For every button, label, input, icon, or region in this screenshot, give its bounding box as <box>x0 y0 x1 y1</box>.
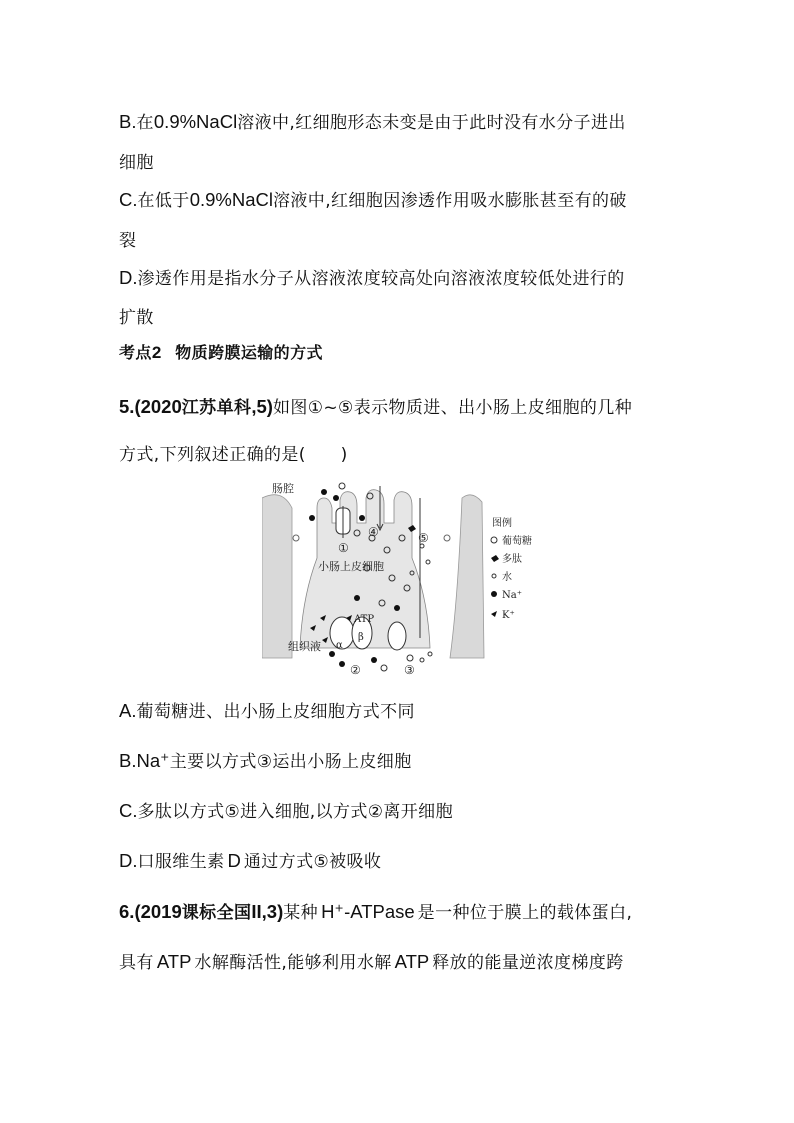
q5-stem-line2: 方式,下列叙述正确的是( ) <box>119 445 348 465</box>
q4-option-d-line1: D.渗透作用是指水分子从溶液浓度较高处向溶液浓度较低处进行的 <box>119 267 625 289</box>
intestinal-cell-diagram <box>262 478 542 678</box>
legend-na: Na⁺ <box>502 590 522 601</box>
q4-option-b-line1: B.在0.9%NaCl溶液中,红细胞形态未变是由于此时没有水分子进出 <box>119 111 626 133</box>
q6-stem-line2: 具有 ATP 水解酶活性,能够利用水解 ATP 释放的能量逆浓度梯度跨 <box>119 951 624 973</box>
junction-right <box>444 535 450 541</box>
label-beta: β <box>358 632 364 643</box>
q5-option-c: C.多肽以方式⑤进入细胞,以方式②离开细胞 <box>119 800 453 822</box>
q4-option-c-line1: C.在低于0.9%NaCl溶液中,红细胞因渗透作用吸水膨胀甚至有的破 <box>119 189 627 211</box>
label-num-5: ⑤ <box>418 531 429 545</box>
legend-peptide: 多肽 <box>502 554 522 565</box>
label-lumen: 肠腔 <box>272 482 294 495</box>
transporter-3 <box>388 622 406 650</box>
legend-water-icon <box>492 574 496 578</box>
q5-stem-line1: 5.(2020江苏单科,5)如图①~⑤表示物质进、出小肠上皮细胞的几种 <box>119 396 633 418</box>
left-neighbor-cell <box>262 495 292 658</box>
label-num-1: ① <box>338 541 349 555</box>
diagram-svg <box>262 478 542 678</box>
q4-option-d-line2: 扩散 <box>119 308 154 328</box>
label-num-3: ③ <box>404 663 415 677</box>
q5-option-d: D.口服维生素 D 通过方式⑤被吸收 <box>119 850 382 872</box>
right-neighbor-cell <box>450 495 484 658</box>
label-num-4: ④ <box>368 525 379 539</box>
label-atp: ATP <box>354 614 375 625</box>
legend-k: K⁺ <box>502 610 515 621</box>
legend-glucose-icon <box>491 537 497 543</box>
label-num-2: ② <box>350 663 361 677</box>
legend-water: 水 <box>502 572 512 583</box>
label-alpha: α <box>336 640 343 651</box>
junction-left <box>293 535 299 541</box>
legend-na-icon <box>491 591 497 597</box>
section-heading: 考点2 物质跨膜运输的方式 <box>119 343 323 362</box>
q5-option-a: A.葡萄糖进、出小肠上皮细胞方式不同 <box>119 700 415 722</box>
label-cell: 小肠上皮细胞 <box>318 560 384 573</box>
q4-option-c-line2: 裂 <box>119 231 137 251</box>
legend-peptide-icon <box>491 555 499 562</box>
q4-option-b-line2: 细胞 <box>119 153 154 173</box>
legend-glucose: 葡萄糖 <box>502 536 532 547</box>
q5-option-b: B.Na+主要以方式③运出小肠上皮细胞 <box>119 750 412 772</box>
legend-k-icon <box>491 611 497 617</box>
legend-title: 图例 <box>492 518 512 529</box>
label-fluid: 组织液 <box>288 640 321 653</box>
q6-stem-line1: 6.(2019课标全国II,3)某种 H+-ATPase 是一种位于膜上的载体蛋白, <box>119 901 633 923</box>
